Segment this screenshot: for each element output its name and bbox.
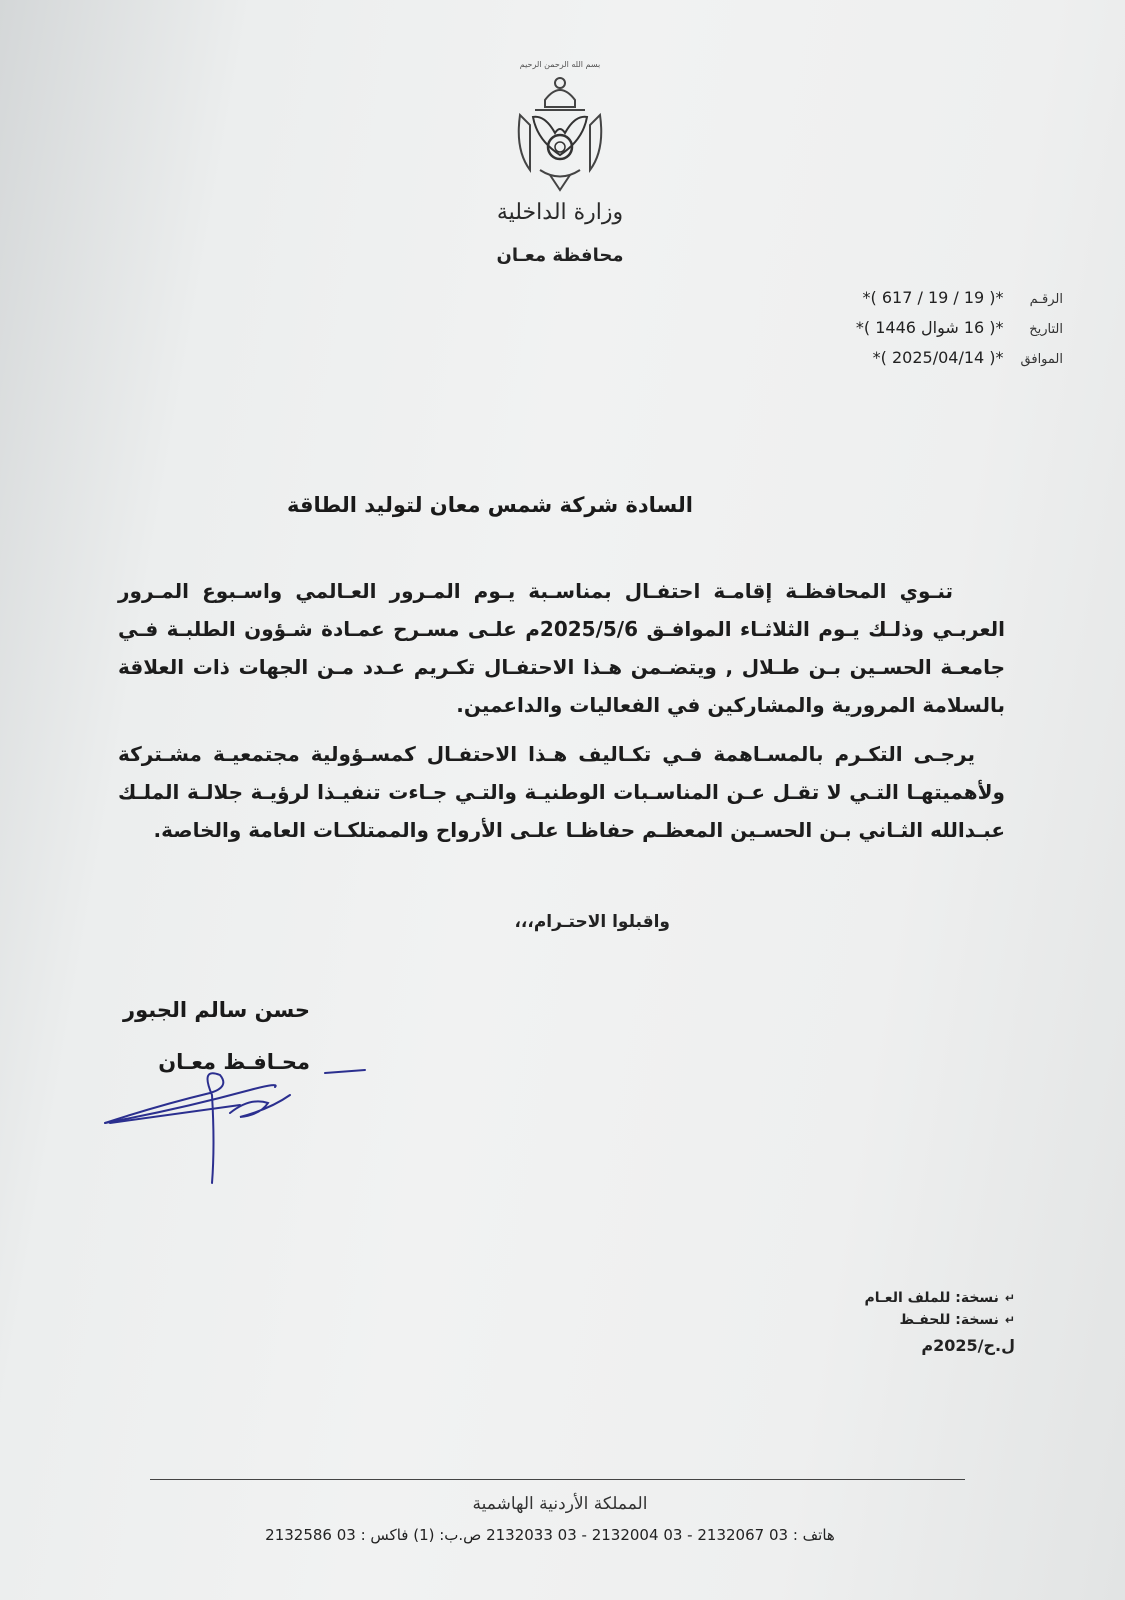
copy-item: [815, 1312, 1015, 1334]
body-paragraph-1: تنـوي المحافظـة إقامـة احتفـال بمناسـبة يـوم المـرور العـالمي واسـبوع المـرور العربـي وذلـك يـوم الثلاثـاء الموافـق 2025/5/6م علـى مسـرح عمـادة شـؤون الطلبـة فـي جامعـة الحسـين بـن طـلال , ويتضـمن هـذا الاحتفـال تكـريم عـدد مـن الجهات ذات العلاقة بالسلامة المرورية والمشاركين في الفعاليات والداعمين.: [118, 579, 1005, 717]
reference-value: *( 19 / 19 / 617 )*: [862, 288, 1004, 307]
copy-label: نسخة: للحفـظ: [899, 1312, 999, 1328]
footer-kingdom: المملكة الأردنية الهاشمية: [472, 1494, 648, 1514]
reference-number-row: [803, 288, 1063, 318]
signature-icon: [100, 1065, 390, 1215]
addressee: السادة شركة شمس معان لتوليد الطاقة: [287, 493, 693, 517]
signatory-title: محـافـظ معـان: [158, 1050, 310, 1074]
reference-label: الموافق: [1020, 352, 1063, 367]
royal-emblem-icon: [505, 55, 615, 195]
hijri-date-row: [803, 318, 1063, 348]
copy-label: نسخة: للملف العـام: [864, 1290, 999, 1306]
reference-label: التاريخ: [1029, 322, 1063, 337]
arrow-bullet-icon: ↵: [1004, 1291, 1015, 1305]
footer-contact: هاتف : 03 2132067 - 03 2132004 - 03 2132033 ص.ب: (1) فاكس : 03 2132586: [265, 1526, 835, 1544]
body-paragraph-2: يرجـى التكـرم بالمسـاهمة فـي تكـاليف هـذا الاحتفـال كمسـؤولية مجتمعيـة مشـتركة ولأهميتهـا التـي لا تقـل عـن المناسـبات الوطنيـة والتـي جـاءت تنفيـذا لرؤيـة جلالـة الملـك عبـدالله الثـاني بـن الحسـين المعظـم حفاظـا علـى الأرواح والممتلكـات العامة والخاصة.: [118, 742, 1005, 842]
closing-salutation: واقبلوا الاحتـرام،،،: [514, 912, 670, 932]
gregorian-date-row: [803, 348, 1063, 378]
signatory-name: حسن سالم الجبور: [123, 998, 310, 1022]
reference-code: ل.ح/2025م: [921, 1336, 1015, 1355]
footer-divider: [150, 1479, 965, 1480]
reference-label: الرقـم: [1029, 292, 1063, 307]
ministry-name: وزارة الداخلية: [496, 200, 624, 225]
reference-block: [803, 288, 1063, 378]
governorate-name: محافظة معـان: [496, 245, 624, 266]
reference-value: *( 16 شوال 1446 )*: [855, 318, 1004, 337]
copy-item: [815, 1290, 1015, 1312]
emblem-motto: بسم الله الرحمن الرحيم: [519, 60, 601, 69]
arrow-bullet-icon: ↵: [1004, 1313, 1015, 1327]
reference-value: *( 2025/04/14 )*: [872, 348, 1004, 367]
copies-block: [815, 1290, 1015, 1355]
